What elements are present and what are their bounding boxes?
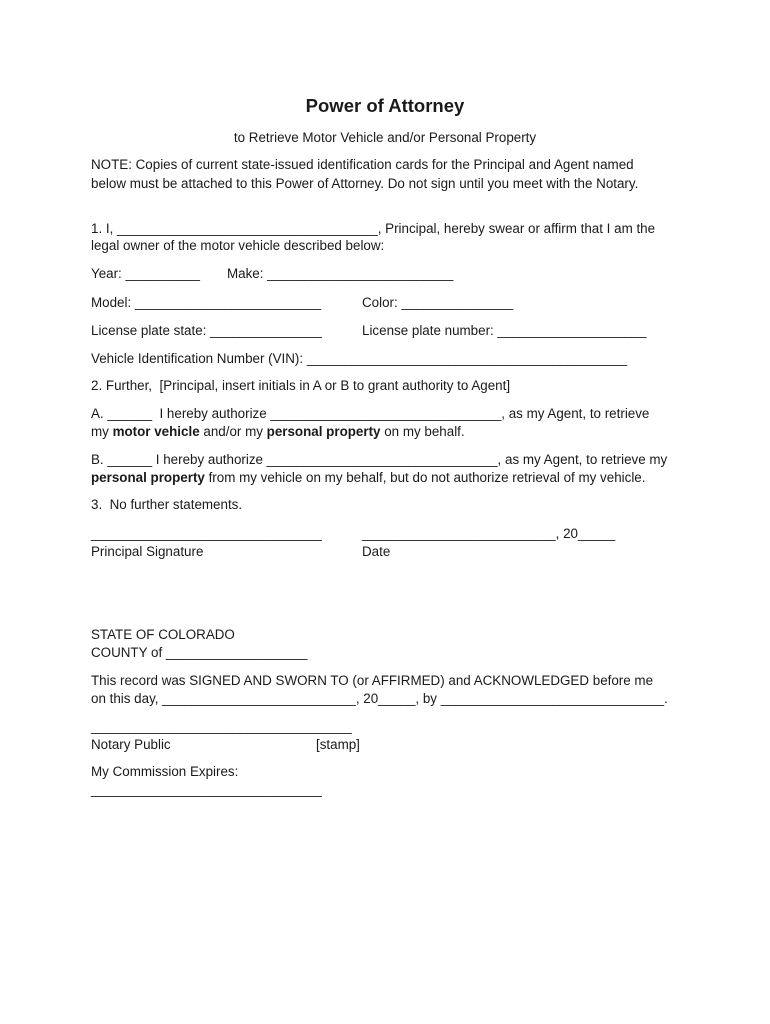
- option-a-text: and/or my: [199, 424, 267, 439]
- option-a-bold-vehicle: motor vehicle: [112, 424, 200, 439]
- option-b-line-2: [91, 470, 645, 486]
- record-line-2: on this day, __________________________, 20_____, by ______________________________.: [91, 691, 668, 706]
- note-line-1: NOTE: Copies of current state-issued identification cards for the Principal and Agent named: [91, 157, 634, 172]
- county-field: COUNTY of ___________________: [91, 645, 308, 660]
- section-1-line-1: 1. I, ___________________________________, Principal, hereby swear or affirm that I am the: [91, 221, 656, 236]
- notary-signature-line: ___________________________________: [91, 719, 352, 734]
- option-a-bold-property: personal property: [266, 424, 381, 439]
- commission-label: My Commission Expires:: [91, 764, 239, 779]
- option-a-line-2: [91, 424, 465, 440]
- commission-line: _______________________________: [91, 782, 322, 797]
- vin-field: Vehicle Identification Number (VIN): ___________________________________________: [91, 351, 628, 366]
- option-b-bold-property: personal property: [91, 470, 205, 485]
- make-field: Make: _________________________: [227, 266, 454, 281]
- option-b-line-1: B. ______ I hereby authorize _______________________________, as my Agent, to retrieve my: [91, 452, 668, 467]
- plate-number-field: License plate number: ____________________: [362, 323, 647, 338]
- plate-state-field: License plate state: _______________: [91, 323, 322, 338]
- document-title: Power of Attorney: [305, 95, 465, 116]
- section-1-line-2: legal owner of the motor vehicle described below:: [91, 238, 385, 253]
- model-field: Model: _________________________: [91, 295, 322, 310]
- notary-public-label: Notary Public: [91, 737, 171, 752]
- color-field: Color: _______________: [362, 295, 514, 310]
- record-line-1: This record was SIGNED AND SWORN TO (or AFFIRMED) and ACKNOWLEDGED before me: [91, 673, 654, 688]
- principal-signature-line: _______________________________: [91, 526, 322, 541]
- date-label: Date: [362, 544, 391, 559]
- option-a-line-1: A. ______ I hereby authorize _______________________________, as my Agent, to retrieve: [91, 406, 650, 421]
- section-3: 3. No further statements.: [91, 497, 243, 512]
- document-subtitle: to Retrieve Motor Vehicle and/or Personal Property: [233, 130, 537, 145]
- principal-signature-label: Principal Signature: [91, 544, 204, 559]
- state-label: STATE OF COLORADO: [91, 627, 235, 642]
- option-b-text: from my vehicle on my behalf, but do not authorize retrieval of my vehicle.: [204, 470, 646, 485]
- note-line-2: below must be attached to this Power of Attorney. Do not sign until you meet with the Notary.: [91, 176, 639, 191]
- date-line: __________________________, 20_____: [362, 526, 616, 541]
- option-a-text: my: [91, 424, 113, 439]
- section-2: 2. Further, [Principal, insert initials in A or B to grant authority to Agent]: [91, 378, 511, 393]
- stamp-label: [stamp]: [316, 737, 360, 752]
- option-a-text: on my behalf.: [380, 424, 465, 439]
- year-field: Year: __________: [91, 266, 200, 281]
